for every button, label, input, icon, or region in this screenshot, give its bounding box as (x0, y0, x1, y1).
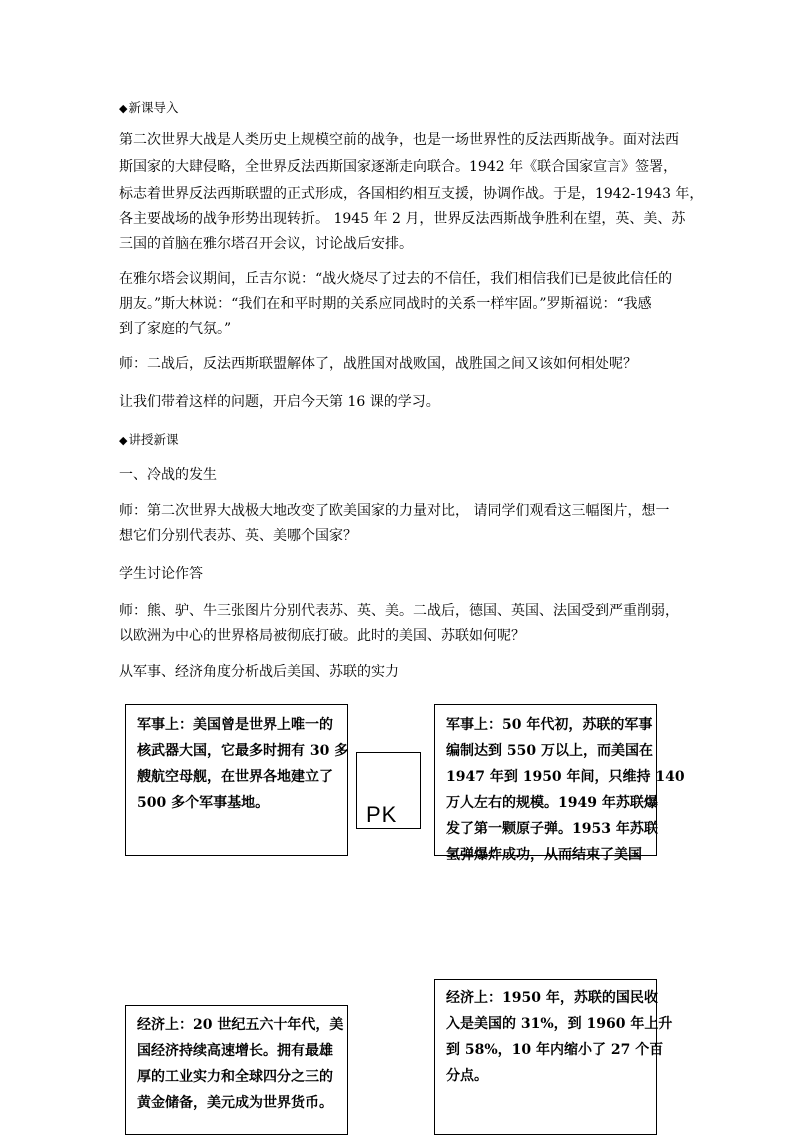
section-title: 讲授新课 (128, 432, 179, 447)
paragraph-line: 斯国家的大肆侵略，全世界反法西斯国家逐渐走向联合。1942 年《联合国家宣言》签署， (119, 159, 678, 175)
box-line: 入是美国的 31%，到 1960 年上升 (446, 1016, 673, 1032)
box-line: 黄金储备，美元成为世界货币。 (137, 1095, 333, 1111)
box-line: 军事上：美国曾是世界上唯一的 (137, 717, 333, 733)
pk-label: PK (366, 802, 398, 827)
pk-box (356, 752, 421, 829)
paragraph-line: 到了家庭的气氛。” (119, 321, 232, 337)
lead-in-text: 让我们带着这样的问题，开启今天第 16 课的学习。 (119, 394, 440, 410)
box-line: 500 多个军事基地。 (137, 795, 270, 811)
paragraph-line: 标志着世界反法西斯联盟的正式形成，各国相约相互支援，协调作战。于是，1942-1943 年， (119, 186, 704, 202)
diamond-bullet-icon: ◆ (119, 434, 128, 447)
ussr-military-box (434, 704, 685, 863)
box-line: 氢弹爆炸成功，从而结束了美国 (446, 847, 642, 863)
section-heading-new-lesson (119, 431, 178, 449)
paragraph-line: 第二次世界大战是人类历史上规模空前的战争，也是一场世界性的反法西斯战争。面对法西 (119, 132, 679, 148)
box-line: 艘航空母舰，在世界各地建立了 (137, 769, 333, 785)
subheading: 一、冷战的发生 (119, 467, 217, 483)
paragraph-line: 师：第二次世界大战极大地改变了欧美国家的力量对比， 请同学们观看这三幅图片，想一 (119, 503, 670, 519)
box-line: 军事上：50 年代初，苏联的军事 (446, 717, 653, 733)
us-economy-box (125, 1005, 348, 1135)
analysis-intro: 从军事、经济角度分析战后美国、苏联的实力 (119, 664, 399, 680)
teacher-question: 师：二战后，反法西斯联盟解体了，战胜国对战败国，战胜国之间又该如何相处呢？ (119, 356, 637, 372)
box-line: 分点。 (446, 1068, 488, 1084)
paragraph-line: 在雅尔塔会议期间，丘吉尔说：“战火烧尽了过去的不信任，我们相信我们已是彼此信任的 (119, 271, 673, 287)
box-line: 国经济持续高速增长。拥有最雄 (137, 1043, 333, 1059)
paragraph-line: 师：熊、驴、牛三张图片分别代表苏、英、美。二战后，德国、英国、法国受到严重削弱， (119, 603, 679, 619)
box-line: 经济上：20 世纪五六十年代，美 (137, 1017, 344, 1033)
box-line: 核武器大国，它最多时拥有 30 多 (137, 743, 349, 759)
box-line: 编制达到 550 万以上，而美国在 (446, 743, 653, 759)
paragraph-line: 朋友。”斯大林说：“我们在和平时期的关系应同战时的关系一样牢固。”罗斯福说：“我感 (119, 296, 652, 312)
box-line: 经济上：1950 年，苏联的国民收 (446, 990, 658, 1006)
box-line: 1947 年到 1950 年间，只维持 140 (446, 769, 685, 785)
ussr-economy-box (434, 979, 673, 1135)
box-line: 万人左右的规模。1949 年苏联爆 (446, 795, 658, 811)
student-answer: 学生讨论作答 (119, 566, 203, 582)
paragraph-line: 三国的首脑在雅尔塔召开会议，讨论战后安排。 (119, 236, 413, 252)
section-heading-intro (119, 99, 178, 117)
paragraph-line: 各主要战场的战争形势出现转折。 1945 年 2 月，世界反法西斯战争胜利在望，英、美、苏 (119, 211, 686, 227)
us-military-box (125, 704, 348, 856)
box-line: 发了第一颗原子弹。1953 年苏联 (446, 821, 658, 837)
box-line: 到 58%，10 年内缩小了 27 个百 (446, 1042, 664, 1058)
paragraph-line: 以欧洲为中心的世界格局被彻底打破。此时的美国、苏联如何呢？ (119, 628, 525, 644)
diamond-bullet-icon: ◆ (119, 102, 128, 115)
paragraph-line: 想它们分别代表苏、英、美哪个国家？ (119, 528, 357, 544)
box-line: 厚的工业实力和全球四分之三的 (137, 1069, 333, 1085)
section-title: 新课导入 (128, 100, 179, 115)
